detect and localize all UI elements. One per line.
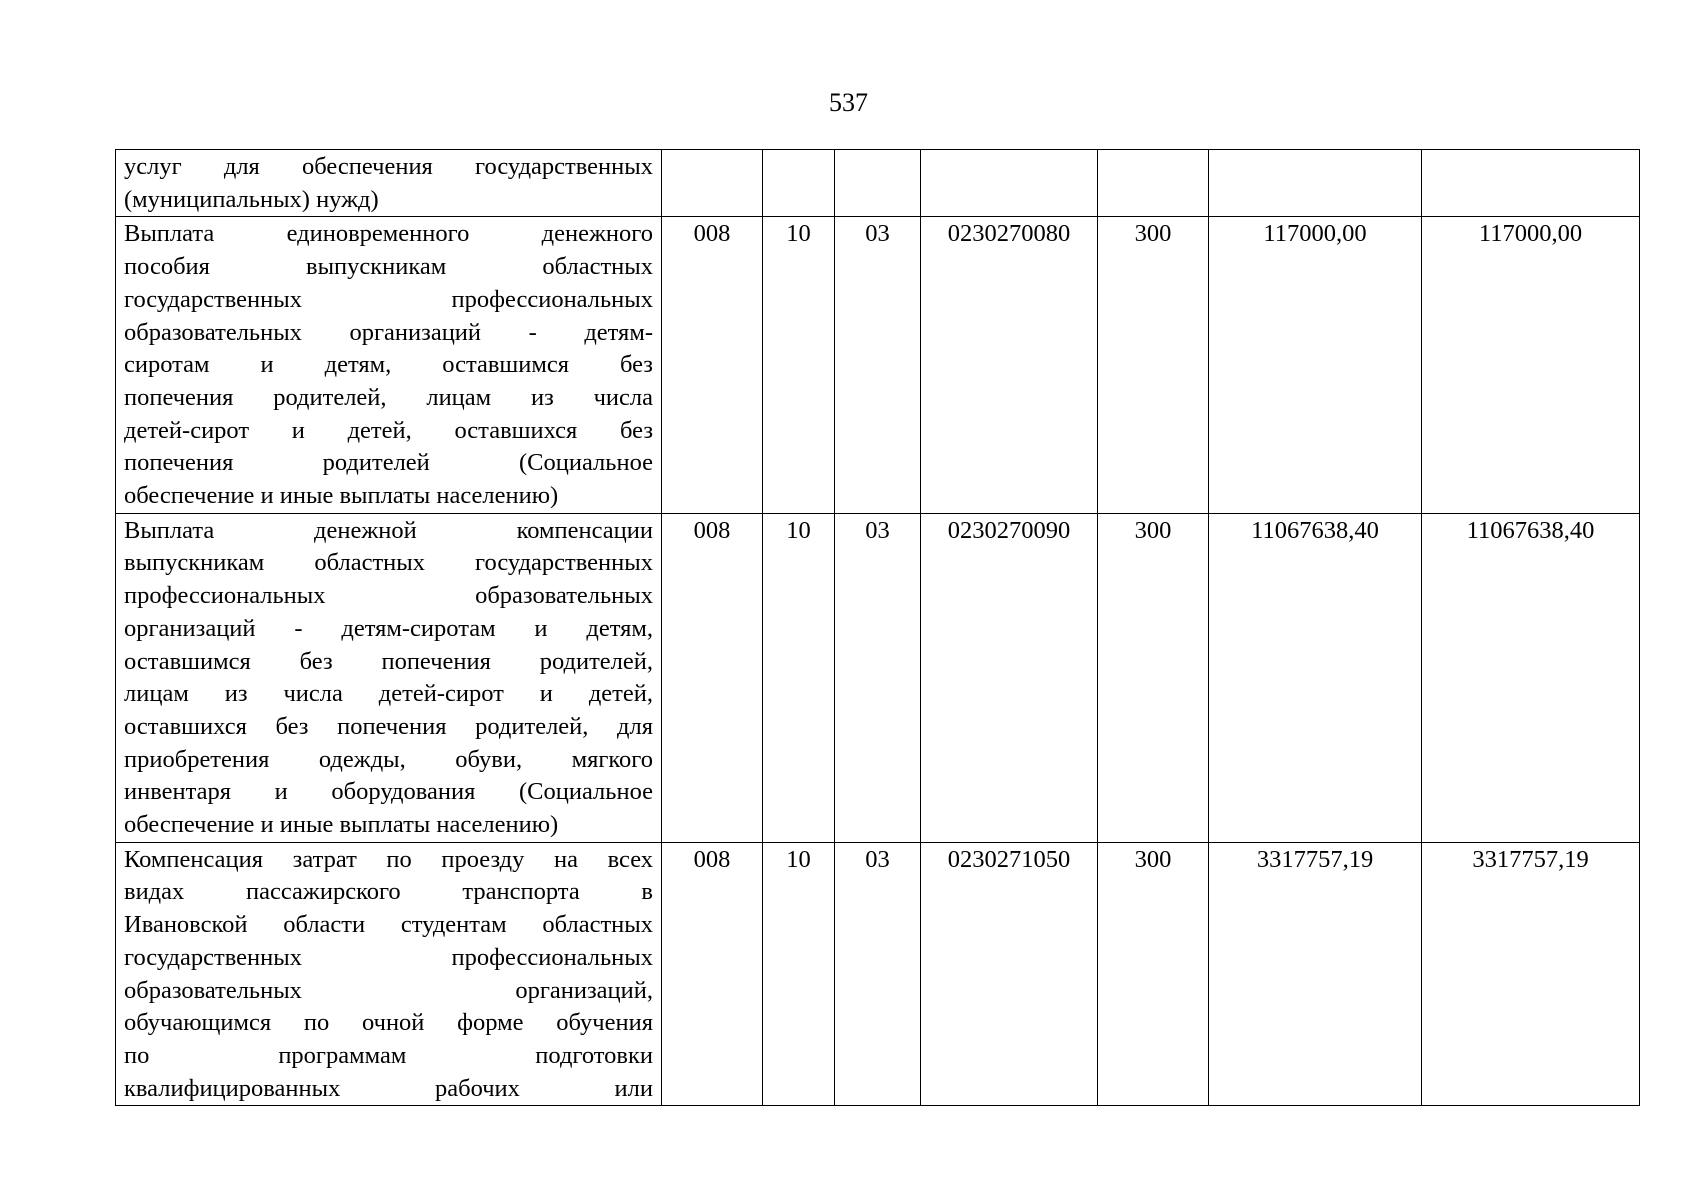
table-row [116,842,1640,1106]
target-article-cell: 0230270090 [921,513,1098,842]
budget-table [115,149,1640,1106]
subsection-cell: 03 [835,513,921,842]
subsection-cell: 03 [835,842,921,1106]
row-description: Компенсация затрат по проезду на всех видах пассажирского транспорта в Ивановской области студентам областных государственных профессиональных образовательных организаций, обучающимся по очной форме обучения по программам подготовки квалифицированных рабочих или [116,842,662,1106]
grbs-cell [662,150,763,217]
target-article-cell: 0230270080 [921,217,1098,513]
amount-1-cell: 3317757,19 [1209,842,1422,1106]
subsection-cell: 03 [835,217,921,513]
expense-type-cell: 300 [1098,842,1209,1106]
table-row [116,217,1640,513]
section-cell: 10 [763,842,835,1106]
amount-2-cell [1422,150,1640,217]
amount-1-cell [1209,150,1422,217]
amount-2-cell: 117000,00 [1422,217,1640,513]
row-description: услуг для обеспечения государственных (муниципальных) нужд) [116,150,662,217]
amount-2-cell: 3317757,19 [1422,842,1640,1106]
row-description: Выплата денежной компенсации выпускникам областных государственных профессиональных образовательных организаций - детям-сиротам и детям, оставшимся без попечения родителей, лицам из числа детей-сирот и детей, оставшихся без попечения родителей, для приобретения одежды, обуви, мягкого инвентаря и оборудования (Социальное обеспечение и иные выплаты населению) [116,513,662,842]
amount-1-cell: 11067638,40 [1209,513,1422,842]
grbs-cell: 008 [662,842,763,1106]
expense-type-cell: 300 [1098,513,1209,842]
page-number: 537 [829,88,868,117]
row-description: Выплата единовременного денежного пособия выпускникам областных государственных профессиональных образовательных организаций - детям- сиротам и детям, оставшимся без попечения родителей, лицам из числа детей-сирот и детей, оставшихся без попечения родителей (Социальное обеспечение и иные выплаты населению) [116,217,662,513]
target-article-cell: 0230271050 [921,842,1098,1106]
target-article-cell [921,150,1098,217]
section-cell: 10 [763,217,835,513]
table-row [116,513,1640,842]
grbs-cell: 008 [662,513,763,842]
section-cell [763,150,835,217]
expense-type-cell [1098,150,1209,217]
grbs-cell: 008 [662,217,763,513]
table-row [116,150,1640,217]
amount-2-cell: 11067638,40 [1422,513,1640,842]
expense-type-cell: 300 [1098,217,1209,513]
section-cell: 10 [763,513,835,842]
subsection-cell [835,150,921,217]
amount-1-cell: 117000,00 [1209,217,1422,513]
